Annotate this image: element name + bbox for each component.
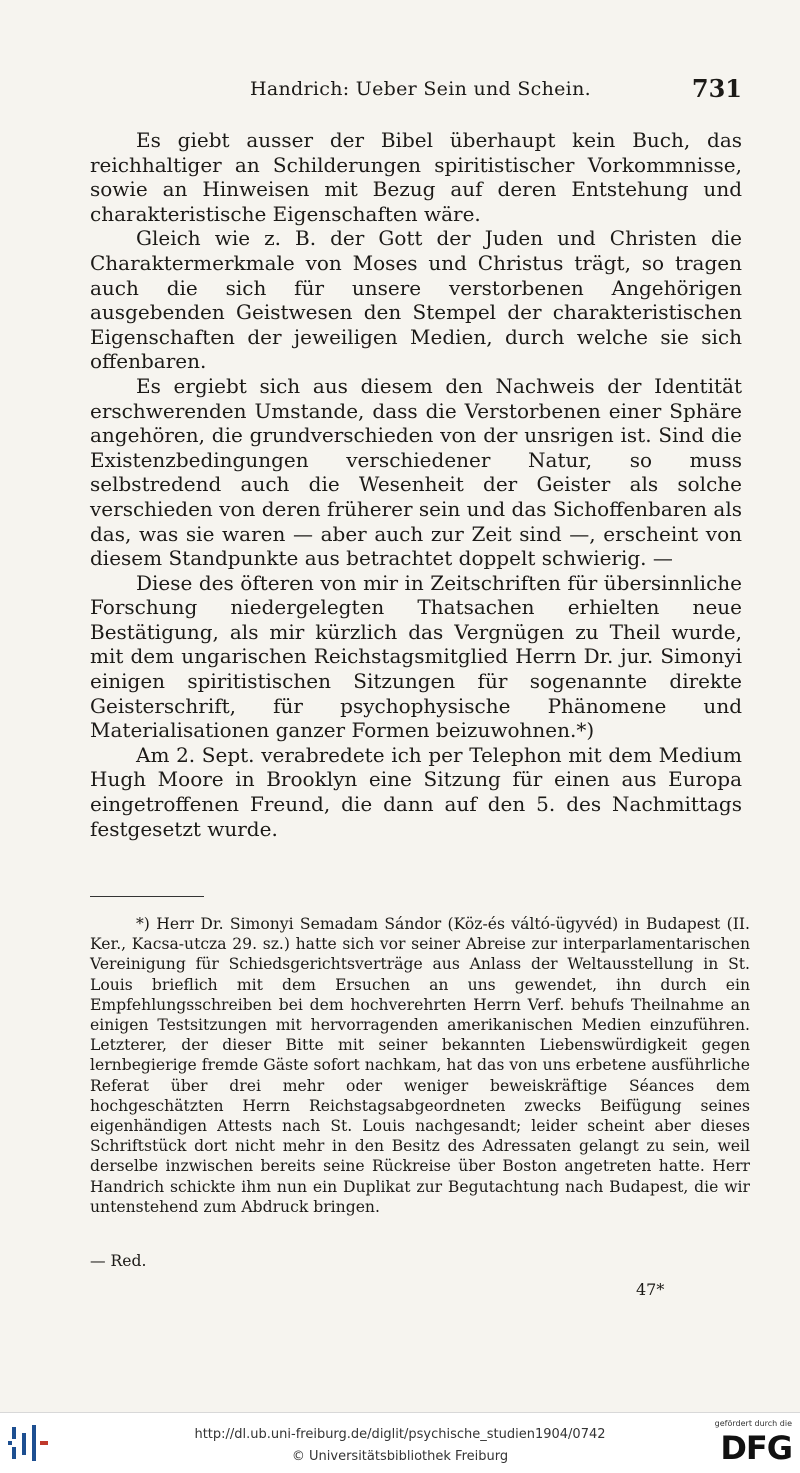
body-paragraph: Diese des öfteren von mir in Zeitschriften für übersinnliche Forschung niedergelegten Thatsachen erhielten neue Bestätigung, als mir kürzlich das Vergnügen zu Theil wurde, mit dem ungarischen Reichstagsmitglied Herrn Dr. jur. Simonyi einigen spiritistischen Sitzungen für sogenannte direkte Geisterschrift, für psychophysische Phänomene und Materialisationen ganzer Formen beizuwohnen.*) [90,570,742,743]
page-number: 731 [691,74,742,103]
permalink-url[interactable]: http://dl.ub.uni-freiburg.de/diglit/psychische_studien1904/0742 [194,1427,606,1442]
body-paragraph: Gleich wie z. B. der Gott der Juden und Christen die Charaktermerkmale von Moses und Christus trägt, so tragen auch die sich für unsere verstorbenen Angehörigen ausgebenden Geistwesen den Stempel der charakteristischen Eigenschaften der jeweiligen Medien, durch welche sie sich offenbaren. [90,226,742,374]
copyright-notice: © Universitätsbibliothek Freiburg [291,1449,509,1464]
viewer-footer [0,1412,800,1473]
body-paragraph: Es ergiebt sich aus diesem den Nachweis der Identität erschwerenden Umstande, dass die Verstorbenen einer Sphäre angehören, die grundverschieden von der unsrigen ist. Sind die Existenzbedingungen verschiedener Natur, so muss selbstredend auch die Wesenheit der Geister als solche verschieden von deren früherer sein und das Sichoffenbaren als das, was sie waren — aber auch zur Zeit sind —, erscheint von diesem Standpunkte aus betrachtet doppelt schwierig. — [90,373,742,571]
editor-signature: — Red. [90,1252,147,1270]
signature-mark: 47* [636,1280,665,1299]
running-title: Handrich: Ueber Sein und Schein. [250,78,591,100]
dfg-logo-icon[interactable] [706,1419,792,1469]
footnote: *) Herr Dr. Simonyi Semadam Sándor (Köz-és váltó-ügyvéd) in Budapest (II. Ker., Kacsa-utcza 29. sz.) hatte sich vor seiner Abreise zur interparlamentarischen Vereinigung für Schiedsgerichtsverträge aus Anlass der Weltausstellung in St. Louis brieflich mit dem Ersuchen an uns gewendet, ihn durch ein Empfehlungsschreiben bei dem hochverehrten Herrn Verf. behufs Theilnahme an einigen Testsitzungen mit hervorragenden amerikanischen Medien einzuführen. Letzterer, der dieser Bitte mit seiner bekannten Liebenswürdigkeit gegen lernbegierige fremde Gäste sofort nachkam, hat das von uns erbetene ausführliche Referat über drei mehr oder weniger beweiskräftige Séances dem hochgeschätzten Herrn Reichstagsabgeordneten zwecks Beifügung seines eigenhändigen Attests nach St. Louis nachgesandt; leider scheint aber dieses Schriftstück dort nicht mehr in den Besitz des Adressaten gelangt zu sein, weil derselbe inzwischen bereits seine Rückreise über Boston angetreten hatte. Herr Handrich schickte ihm nun ein Duplikat zur Begutachtung nach Budapest, die wir untenstehend zum Abdruck bringen. [90,915,750,1216]
footnote-rule [90,896,204,897]
page-header [90,74,742,108]
body-paragraph: Am 2. Sept. verabredete ich per Telephon mit dem Medium Hugh Moore in Brooklyn eine Sitzung für einen aus Europa eingetroffenen Freund, die dann auf den 5. des Nachmittags festgesetzt wurde. [90,742,742,841]
dfg-logo-text: DFG [720,1429,792,1467]
body-text [90,128,742,841]
dfg-caption: gefördert durch die [714,1419,792,1428]
body-paragraph: Es giebt ausser der Bibel überhaupt kein Buch, das reichhaltiger an Schilderungen spiritistischer Vorkommnisse, sowie an Hinweisen mit Bezug auf deren Entstehung und charakteristische Eigenschaften wäre. [90,128,742,226]
